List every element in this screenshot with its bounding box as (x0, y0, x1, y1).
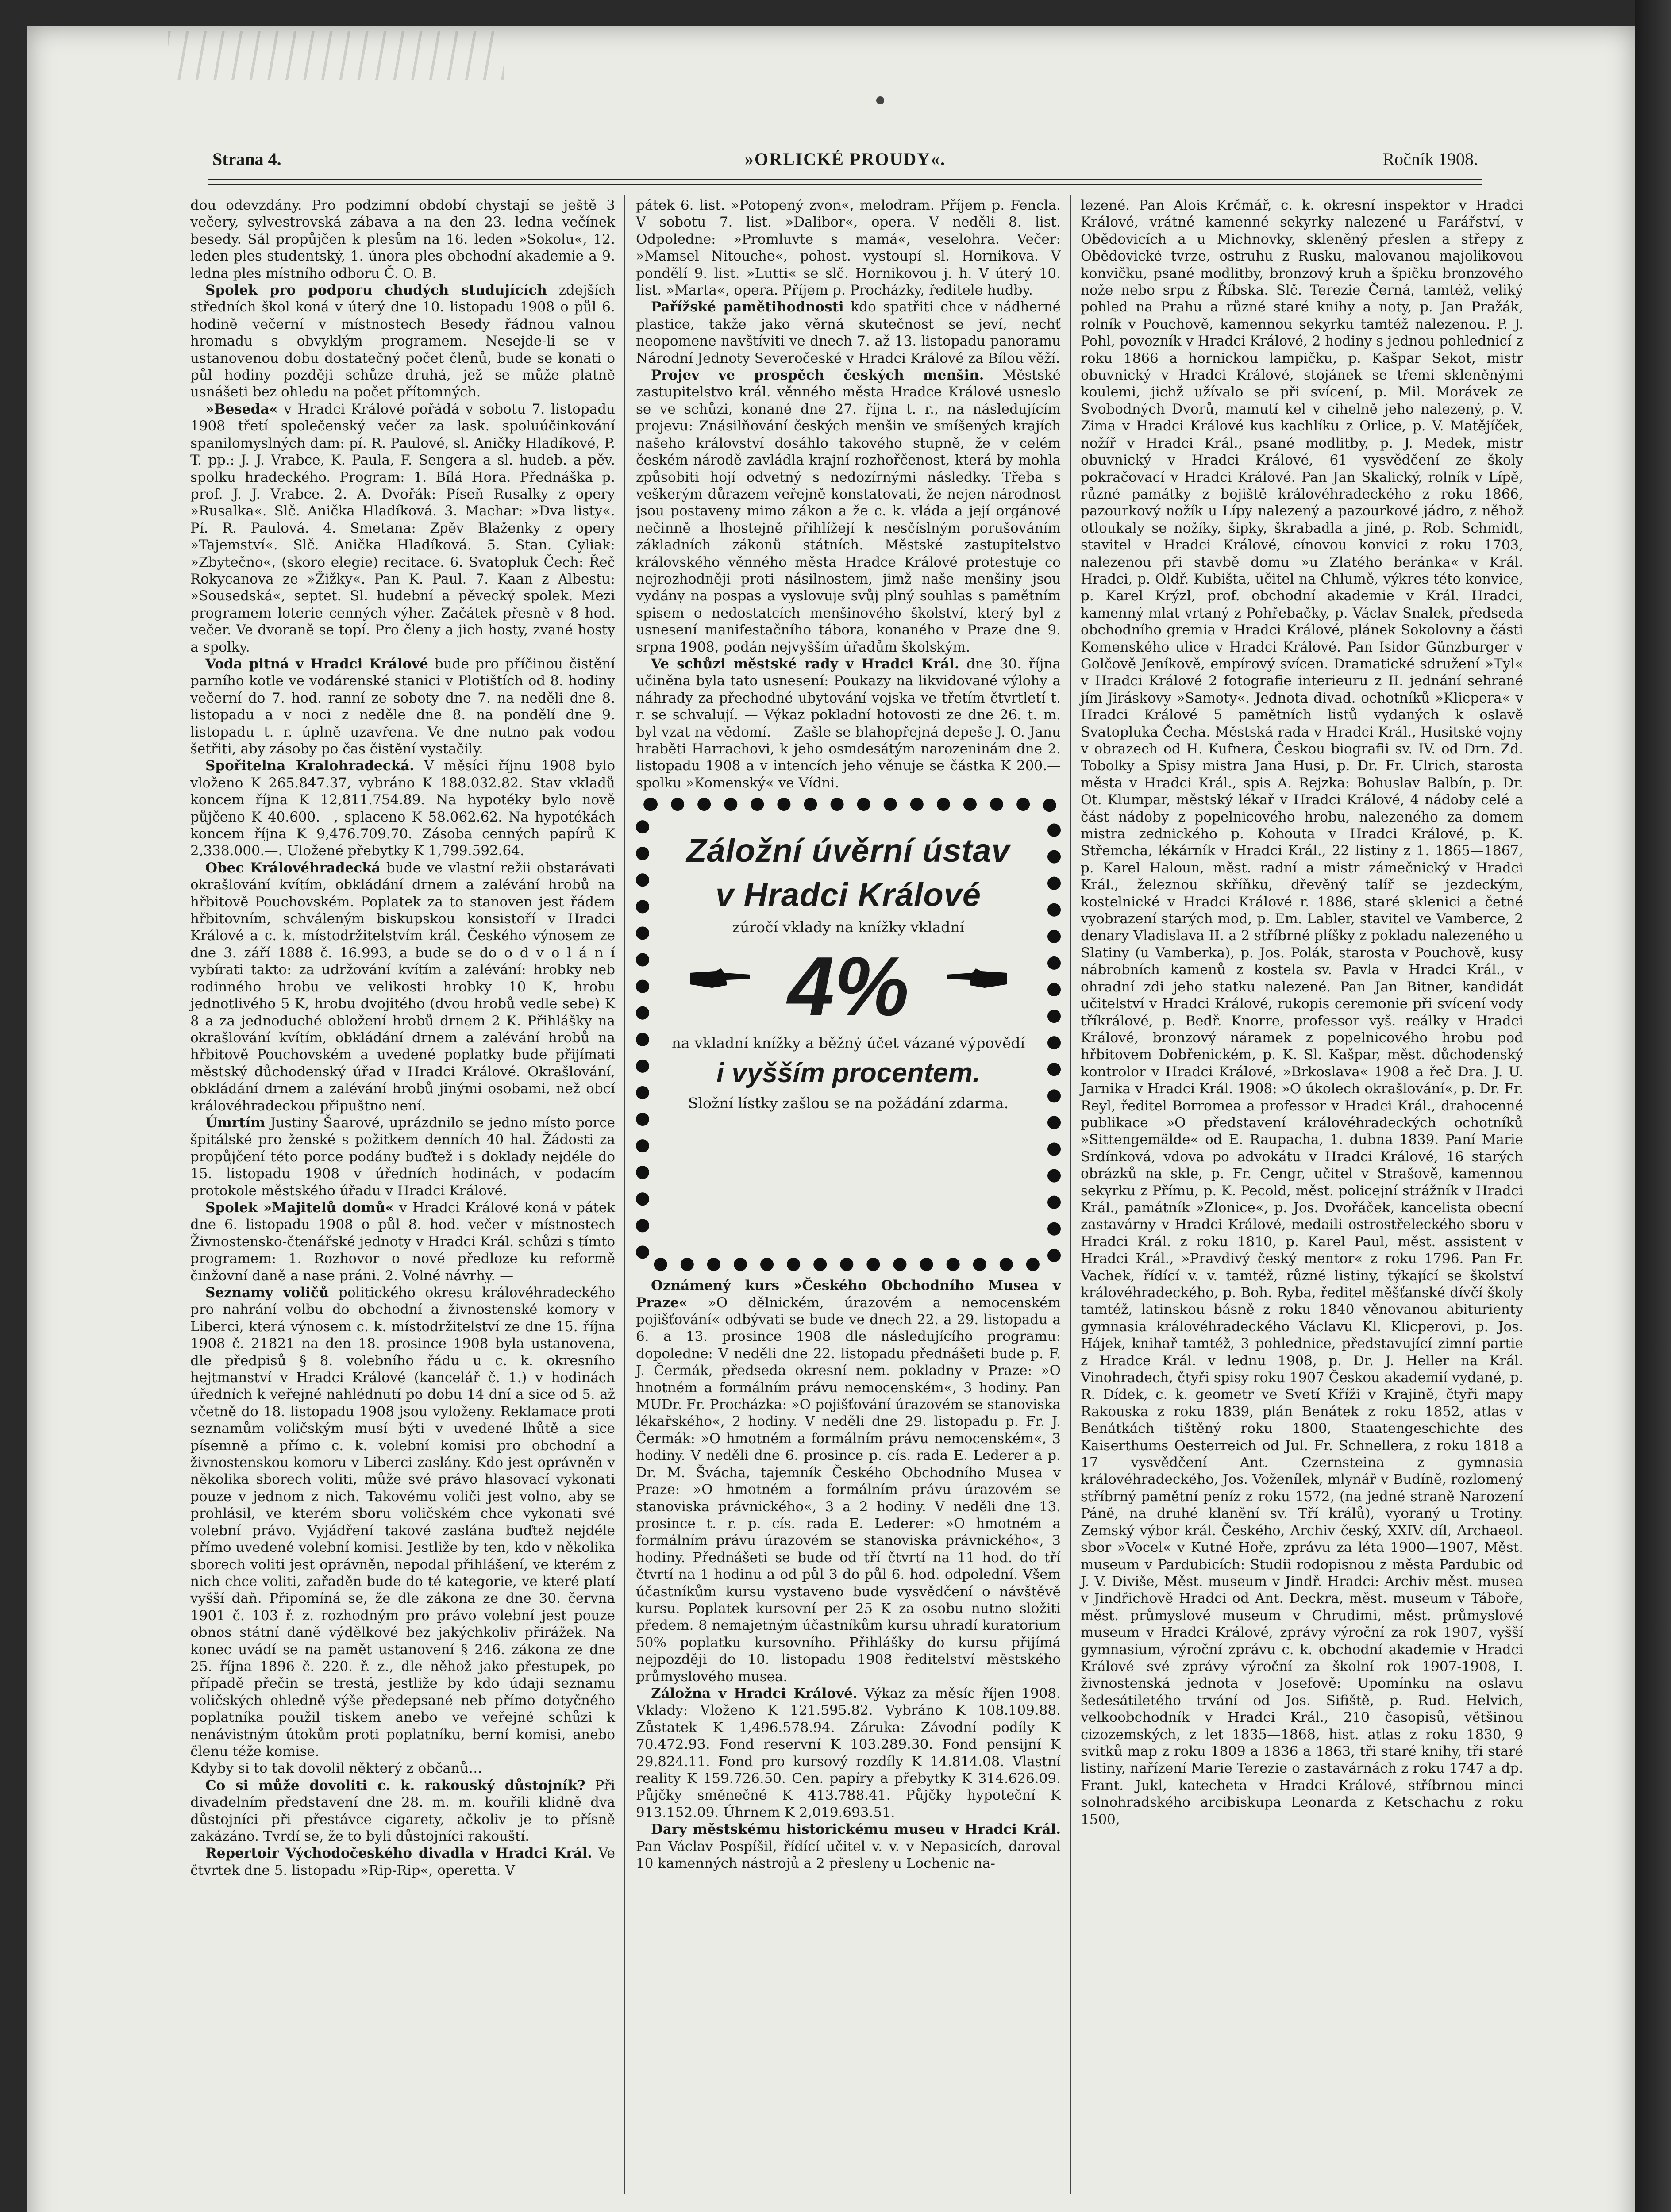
article-heading: Repertoir Východočeského divadla v Hradci Král. (205, 1845, 593, 1862)
article-text: pátek 6. list. »Potopený zvon«, melodram. Příjem p. Fencla. V sobotu 7. list. »Dalibor«, opera. V neděli 8. list. Odpoledne: »Promluvte s mamá«, veselohra. Večer: »Mamsel Nitouche«, pohost. vystoupí sl. Hornikova. V pondělí 9. list. »Lutti« se slč. Hornikovou j. h. V úterý 10. list. »Marta«, opera. Příjem p. Procházky, ředitele hudby. (636, 197, 1061, 299)
column-separator (624, 195, 625, 2194)
article-paragraph (190, 197, 615, 282)
article-text: Pan Václav Pospíšil, řídící učitel v. v. v Nepasicích, daroval 10 kamenných nástrojů a 2 přesleny u Lochenic na- (636, 1838, 1061, 1872)
scan-border (1635, 0, 1671, 2212)
ad-footer-line: Složní lístky zašlou se na požádání zdarma. (688, 1094, 1009, 1112)
header-rule (208, 179, 1482, 185)
article-paragraph (636, 1685, 1061, 1821)
column-3 (1081, 197, 1523, 1828)
article-heading: »Beseda« (205, 401, 278, 417)
article-paragraph (636, 299, 1061, 367)
article-paragraph (190, 1284, 615, 1760)
article-text: zdejších středních škol koná v úterý dne 10. listopadu 1908 o půl 6. hodině večerní v místnostech Besedy řádnou valnou hromadu s obvyklým programem. Nesejde-li se v ustanovenou dobu dostatečný počet členů, bude se konati o půl hodiny později schůze druhá, jež se může platně usnášeti bez ohledu na počet přítomných. (190, 282, 615, 400)
article-heading: Seznamy voličů (205, 1285, 329, 1301)
article-text: kdo spatřiti chce v nádherné plastice, takže jako věrná skutečnost se jeví, nechť neopomene navštíviti ve dnech 7. až 13. listopadu panoramu Národní Jednoty Severočeské v Hradci Králové za Bílou věží. (636, 299, 1061, 366)
ad-rate-row (649, 940, 1047, 1033)
newspaper-title: »ORLICKÉ PROUDY«. (744, 149, 946, 169)
ad-subtitle: v Hradci Králové (715, 876, 982, 914)
article-text: Kdyby si to tak dovolil některý z občanů… (190, 1760, 482, 1777)
column-1 (190, 197, 615, 1879)
article-paragraph (636, 656, 1061, 791)
article-paragraph (190, 1845, 615, 1879)
article-paragraph (636, 367, 1061, 656)
ad-interest-rate: 4% (787, 940, 909, 1034)
article-text: »O dělnickém, úrazovém a nemocenském pojišťování« odbývati se bude ve dnech 22. a 29. listopadu a 6. a 13. prosince 1908 dle následujícího programu: dopoledne: V neděli dne 22. listopadu přednášeti bude p. F. J. Čermák, předseda okresní nem. pokladny v Praze: »O hnotném a formálním právu nemocenském«, 3 hodiny. Pan MUDr. Fr. Procházka: »O pojišťování úrazovém se stanoviska lékařského«, 2 hodiny. V neděli dne 29. listopadu p. Fr. J. Čermák: »O hmotném a formálním právu nemocenském«, 3 hodiny. V neděli dne 6. prosince p. cís. rada E. Lederer a p. Dr. M. Švácha, tajemník Českého Obchodního Musea v Praze: »O hmotném a formálním právu úrazovém se stanoviska právnického«, 3 a 2 hodiny. V neděli dne 13. prosince t. r. p. cís. rada E. Lederer: »O hmotném a formálním právu úrazovém se stanoviska právnického«, 3 hodiny. Přednášeti se bude od tří čtvrtí na 11 hod. do tří čtvrtí na 1 hodinu a od půl 3 do půl 6. hod. odpolední. Všem účastníkům kursu vystaveno bude vysvědčení o návštěvě kursu. Poplatek kursovní per 25 K za osobu nutno složiti předem. 8 nemajetným účastníkům kursu uhradí kuratorium 50% poplatku kursovního. Přihlášky do kursu přijímá nejpozději do 10. listopadu 1908 ředitelství městského průmyslového musea. (636, 1294, 1061, 1685)
article-heading: Spořitelna Kralohradecká. (205, 758, 414, 774)
article-text: v Hradci Králové koná v pátek dne 6. listopadu 1908 o půl 8. hod. večer v místnostech Živnostensko-čtenářské jednoty v Hradci Král. schůzi s tímto programem: 1. Rozhovor o nové předloze ku reformě činžovní daně a nase práni. 2. Volné návrhy. — (190, 1199, 615, 1284)
article-heading: Spolek pro podporu chudých studujících (205, 282, 547, 299)
bank-advertisement (636, 798, 1061, 1271)
article-text: Městské zastupitelstvo král. věnného města Hradce Králové usneslo se ve schůzi, konané dne 27. října t. r., na následujícím projevu: Znásilňování českých menšin ve smíšených krajích našeho království dosáhlo takového stupně, že v celém českém národě zavládla krajní rozhořčenost, která by mohla způsobiti hojí odvetný s nedozírnými následky. Třeba s veškerým důrazem veřejně konstatovati, že nejen národnost jsou postaveny mimo zákon a že c. k. vláda a její orgánové nečinně a lhostejně přihlížejí k nesčíslným porušováním základních zákonů státních. Městské zastupitelstvo královského věnného města Hradce Králové protestuje co nejrozhodněji proti násilnostem, jimž naše menšiny jsou vydány na pospas a vyslovuje svůj plný souhlas s pamětním spisem o nedostatcích menšinového školství, který byl z usnesení manifestačního tábora, konaného v Praze dne 9. srpna 1908, podán nejvyšším úřadům školským. (636, 367, 1061, 655)
column-2 (636, 197, 1061, 1872)
article-text: politického okresu královéhradeckého pro nahrání volbu do obchodní a živnostenské komory v Liberci, která výnosem c. k. místodržitelství ze dne 15. října 1908 č. 21821 na den 18. prosince 1908 byla ustanovena, dle předpisů § 8. volebního řádu u c. k. okresního hejtmanství v Hradci Králové (kancelář č. 1.) v hodinách úředních k veřejné nahlédnutí po dobu 14 dní a sice od 5. až včetně do 18. listopadu 1908 jsou vyloženy. Reklamace proti seznamům voličským musí býti v uvedené lhůtě a sice písemně a přímo c. k. volební komisi pro obchodní a živnostenskou komoru v Liberci zaslány. Kdo jest oprávněn v několika sborech voliti, může své právo hlasovací vykonati pouze v jednom z nich. Takovému voliči jest volno, aby se prohlásil, ve kterém sboru voličském chce vykonati své volební právo. Vyjádření takové zaslána buďtež nejdéle přímo uvedené volební komisi. Jestliže by ten, kdo v několika sborech voliti jest oprávněn, nepodal přihlášení, ve kterém z nich chce voliti, zařaděn bude do té kategorie, ve které platí vyšší daň. Připomíná se, že dle zákona ze dne 30. června 1901 č. 103 ř. z. rozhodným pro právo volební jest pouze obnos státní daně výdělkové bez jakýchkoliv přirážek. Na konec uvádí se na pamět ustanovení § 246. zákona ze dne 25. října 1896 č. 220. ř. z., dle něhož jako přestupek, po případě přečin se trestá, jestliže by kdo údaji seznamu voličských ohledně výše předepsané neb přímo dotyčného poplatníka použil tiskem anebo ve veřejné schůzi k nenávistným útokům proti poplatníku, berní komisi, anebo členu téže komise. (190, 1285, 616, 1759)
column-2-bottom-articles (636, 1277, 1061, 1872)
article-text: V měsíci říjnu 1908 bylo vloženo K 265.847.37, vybráno K 188.032.82. Stav vkladů koncem října K 12,811.754.89. Na hypotéky bylo nově půjčeno K 40.600.—, splaceno K 58.062.62. Na hypotékách koncem října K 9,476.709.70. Zásoba cenných papírů K 2,338.000.—. Uložené přebytky K 1,799.592.64. (190, 758, 615, 859)
article-paragraph (636, 197, 1061, 299)
article-text: v Hradci Králové pořádá v sobotu 7. listopadu 1908 třetí společenský večer za lask. spoluúčinkování spanilomyslných dam: pí. R. Paulové, sl. Aničky Hladíkové, P. T. pp.: J. J. Vrabce, K. Paula, F. Sengera a sl. hudeb. a pěv. spolku hradeckého. Program: 1. Bílá Hora. Přednáška p. prof. J. J. Vrabce. 2. A. Dvořák: Píseň Rusalky z opery »Rusalka«. Slč. Anička Hladíková. 3. Machar: »Dva listy«. Pí. R. Paulová. 4. Smetana: Zpěv Blaženky z opery »Tajemství«. Slč. Anička Hladíková. 5. Stan. Cyliak: »Zbytečno«, (skoro elegie) recitace. 6. Svatopluk Čech: Řeč Rokycanova ze »Žižky«. Pan K. Paul. 7. Kaan z Albestu: »Sousedská«, septet. Sl. hudební a pěvecký spolek. Mezi programem loterie cenných výher. Začátek přesně v 8 hod. večer. Ve dvoraně se topí. Pro členy a jich hosty, zvané hosty a spolky. (190, 401, 615, 655)
article-text: Justiny Šaarové, uprázdnilo se jedno místo porce špitálské pro ženské s požitkem denních 40 hal. Žádosti za propůjčení této porce podány buďtež i s doklady nejdéle do 15. listopadu 1908 v úředních hodinách, v podacím protokole městského úřadu v Hradci Králové. (190, 1114, 615, 1199)
ad-account-line: na vkladní knížky a běžný účet vázané výpovědí (671, 1034, 1025, 1052)
article-heading: Projev ve prospěch českých menšin. (651, 367, 984, 384)
article-text: Výkaz za měsíc říjen 1908. Vklady: Vloženo K 121.595.82. Vybráno K 108.109.88. Zůstatek K 1,496.578.94. Záruka: Závodní podíly K 70.472.93. Fond reservní K 103.289.30. Fond pensijní K 29.824.11. Fond pro kursový rozdíly K 14.814.08. Vlastní reality K 159.726.50. Cen. papíry a přebytky K 314.626.09. Půjčky směnečné K 413.788.41. Půjčky hypoteční K 913.152.09. Úhrnem K 2,019.693.51. (636, 1685, 1061, 1820)
page-smudge (168, 31, 504, 80)
article-heading: Co si může dovoliti c. k. rakouský důstojník? (205, 1777, 585, 1793)
article-text: bude pro příčinou čistění parního kotle ve vodárenské stanici v Plotištích od 8. hodiny večerní do 7. hod. ranní ze soboty dne 7. na neděli dne 8. listopadu a v noci z neděle dne 8. na pondělí dne 9. listopadu t. r. úplně uzavřena. Ve dne nutno pak vodou šetřiti, aby zásoby po čas čistění vystačily. (190, 656, 615, 757)
article-paragraph (190, 656, 615, 757)
article-text: lezené. Pan Alois Krčmář, c. k. okresní inspektor v Hradci Králové, vrátné kamenné sekyrky nalezené u Farářství, v Obědovicích a u Michnovky, skleněný přeslen a střepy z Obědovické tvrze, ostruhu z Rusku, malovanou majolikovou konvičku, psané modlitby, bronzový kruh a špičku bronzového nože nebo srpu z Říbska. Slč. Terezie Černá, tamtéž, veliký pohled na Prahu a různé staré knihy a noty, p. Jan Pražák, rolník v Pouchově, kamennou sekyrku tamtéž nalezenou. P. J. Pohl, povozník v Hradci Králové, 2 hodiny s jednou pohlednicí z roku 1866 a hornickou lampičku, p. Kašpar Sekot, mistr obuvnický v Hradci Králové, stojánek se třemi skleněnými koulemi, jichž užívalo se při svícení, p. Mil. Morávek ze Svobodných Dvorů, mamutí kel v cihelně jeho nalezený, p. V. Zima v Hradci Králové kus kachlíku z Orlice, p. V. Matějíček, nožíř v Hradci Král., psané modlitby, p. J. Medek, mistr obuvnický v Hradci Králové, 61 vysvědčení ze školy pokračovací v Hradci Králové. Pan Jan Skalický, rolník v Lípě, různé památky z bojiště královéhradeckého z roku 1866, pazourkový nožík u Lípy nalezený a pazourkové jádro, z něhož otloukaly se nožíky, šipky, škrabadla a jiné, p. Rob. Schmidt, stavitel v Hradci Králové, cínovou konvici z roku 1703, nalezenou při stavbě domu »u Zlatého beránka« v Král. Hradci, p. Oldř. Kubišta, učitel na Chlumě, výkres této konvice, p. Karel Krýzl, prof. obchodní akademie v Král. Hradci, kamenný mlat vrtaný z Pohřebačky, p. Václav Snalek, předseda obchodního gremia v Hradci Králové, plánek Sokolovny a části Komenského ulice v Hradci Králové. Pan Isidor Günzburger v Golčově Jeníkově, empírový svícen. Dramatické sdružení »Tyl« v Hradci Králové 2 fotografie interieuru z II. jednání sehrané jím Jiráskovy »Samoty«. Jednota divad. ochotníků »Klicpera« v Hradci Králové 5 pamětních listů vydaných k oslavě Svatopluka Čecha. Městská rada v Hradci Král., Husitské vojny v obrazech od H. Kufnera, Českou biografii sv. IV. od Drn. Zd. Tobolky a Spisy mistra Jana Husi, p. Dr. Fr. Ulrich, starosta města v Hradci Král., spis A. Rejzka: Bohuslav Balbín, p. Dr. Ot. Klumpar, městský lékař v Hradci Králové, 4 nádoby celé a část nádoby z popelnicového hrobu, nalezeného za domem mistra zednického p. Kohouta v Hradci Králové, p. K. Střemcha, lékárník v Hradci Král., 22 listiny z 1. 1865—1867, p. Karel Haloun, měst. radní a mistr zámečnický v Hradci Král., železnou skříňku, dřevěný talíř se jezdeckým, kostelnické v Hradci Králové r. 1886, staré sklenici a četné vyobrazení starých mod, p. Em. Labler, stavitel ve Vamberce, 2 denary Vladislava II. a 2 stříbrné plíšky z pokladu nalezeného u Slatiny (u Vamberka), p. Jos. Polák, starosta v Pouchově, kusy nábrobních kamenů z kostela sv. Pavla v Hradci Král., v ohradní zdi jeho statku nalezené. Pan Jan Bitner, kandidát učitelství v Hradci Králové, rukopis ceremonie při svícení vody tříkrálové, p. Bedř. Knorre, professor vyš. reálky v Hradci Králové, bronzový náramek z popelnicového hrobu pod hřbitovem Dobřenickém, p. K. Sl. Kašpar, měst. důchodenský kontrolor v Hradci Králové, »Brkoslava« 1908 a řeč Dra. J. U. Jarnika v Hradci Král. 1908: »O úkolech okrašlování«, p. Dr. Fr. Reyl, ředitel Borromea a professor v Hradci Král., drahocenné publikace »O představení královéhradeckých ochotníků »Sittengemälde« od E. Raupacha, 1. dubna 1839. Paní Marie Srdínková, vdova po advokátu v Hradci Králové, 16 starých obrázků na skle, p. Fr. Cengr, učitel v Strašově, kamennou sekyrku z Přímu, p. K. Pecold, měst. policejní strážník v Hradci Král., památník »Zlonice«, p. Jos. Dvořáček, kancelista obecní zastavárny v Hradci Králové, medaili ostrostřeleckého sboru v Hradci Král. z roku 1810, p. Karel Paul, měst. assistent v Hradci Král., »Pravdivý český mentor« z roku 1796. Pan Fr. Vachek, řídící v. v. tamtéž, různé listiny, týkající se školství královéhradeckého, p. Boh. Ryba, ředitel měšťanské dívčí školy tamtéž, latinskou básně z roku 1840 věnovanou abiturienty gymnasia královéhradeckého Václavu Kl. Klicperovi, p. Jos. Hájek, knihař tamtéž, 3 pohlednice, představující zimní partie z Hradce Král. v lednu 1908, p. Dr. J. Heller na Král. Vinohradech, čtyři spisy roku 1907 Českou akademií vydané, p. R. Dídek, c. k. geometr ve Svetí Kříži v Krajině, čtyři mapy Rakouska z roku 1839, plán Benátek z roku 1852, atlas v Benátkách tištěný roku 1800, Staatengeschichte des Kaiserthums Oesterreich od Jul. Fr. Schnellera, z roku 1818 a 17 vysvědčení Ant. Czernsteina z gymnasia královéhradeckého, Jos. Voženílek, mlynář v Budíně, rozlomený stříbrný pamětní peníz z roku 1572, (na jedné straně Narození Páně, na druhé klanění sv. Tří králů), vyoraný u Trotiny. Zemský výbor král. Českého, Archiv český, XXIV. díl, Archaeol. sbor »Vocel« v Kutné Hoře, zprávu za léta 1900—1907, Měst. museum v Pardubicích: Studii rodopisnou z města Pardubic od J. V. Diviše, Měst. museum v Jindř. Hradci: Archiv měst. musea v Jindřichově Hradci od Ant. Deckra, měst. museum v Táboře, měst. průmyslové museum v Chrudimi, měst. průmyslové museum v Hradci Králové, zprávy výroční za rok 1907, vyšší gymnasium, výroční zprávu c. k. obchodní akademie v Hradci Králové své zprávy výroční za školní rok 1907-1908, I. živnostenská jednota v Josefově: Upomínku na oslavu šedesátiletého trvání od Jos. Sifiště, p. Rud. Helvich, velkoobchodník v Hradci Král., 210 časopisů, většinou cizozemských, z let 1835—1868, hist. atlas z roku 1830, 9 svitků map z roku 1809 a 1836 a 1863, tři staré knihy, tři staré listiny, nařízení Marie Terezie o zastavárnách z roku 1747 a dp. Frant. Jukl, katecheta v Hradci Králové, stříbrnou minci solnohradského arcibiskupa Leonarda z Ketschachu z roku 1500, (1081, 197, 1523, 1828)
article-paragraph (190, 401, 615, 656)
article-paragraph (636, 1277, 1061, 1685)
page-header (212, 146, 1478, 177)
page-number: Strana 4. (212, 149, 281, 169)
ink-dot (876, 96, 884, 104)
article-paragraph (190, 757, 615, 859)
article-heading: Úmrtím (205, 1114, 266, 1131)
article-paragraph (636, 1821, 1061, 1872)
article-text: bude ve vlastní režii obstarávati okrašlování kvítím, obkládání drnem a zalévání hrobů na hřbitově Pouchovském. Poplatek za to stanoven jest řádem hřbitovním, schváleným biskupskou konsistoří v Hradci Králové a c. k. místodržitelstvím král. Českého výnosem ze dne 3. září 1888 č. 16.993, a bude se do o d v o l á n í vybírati takto: za udržování kvítím a zalévání: hrobky neb rodinného hrobu ve velikosti hrobky 10 K, hrobu jednotlivého 5 K, hrobu dvojitého (dvou hrobů vedle sebe) K 8 a za jednoduché obložení hrobů drnem 2 K. Přihlášky na okrašlování kvítím, obkládání drnem a zalévání hrobů na hřbitově Pouchovském a uvedené poplatky bude přijímati městský důchodenský úřad v Hradci Králové. Okrašlování, obkládání drnem a zalévání hrobů jinými osobami, než obcí královéhradeckou připuštno není. (190, 860, 615, 1114)
ad-title: Záložní úvěrní ústav (686, 832, 1010, 869)
ad-deposit-line: zúročí vklady na knížky vkladní (732, 918, 965, 936)
volume-number: Ročník 1908. (1382, 149, 1478, 169)
article-heading: Voda pitná v Hradci Králové (205, 656, 428, 672)
article-paragraph (1081, 197, 1523, 1828)
article-paragraph (190, 1114, 615, 1199)
ad-higher-rate: i vyšším procentem. (716, 1058, 981, 1089)
article-heading: Oznámený kurs »Českého Obchodního Musea v Praze« (636, 1278, 1061, 1311)
article-paragraph (190, 1777, 615, 1845)
article-paragraph (190, 282, 615, 401)
article-heading: Dary městskému historickému museu v Hradci Král. (651, 1821, 1061, 1838)
article-text: Ve čtvrtek dne 5. listopadu »Rip-Rip«, operetta. V (190, 1845, 615, 1878)
column-2-top-articles (636, 197, 1061, 791)
article-heading: Obec Královéhradecká (205, 860, 381, 876)
article-heading: Pařížské pamětihodnosti (651, 299, 844, 315)
article-heading: Záložna v Hradci Králové. (651, 1685, 858, 1701)
article-text: dou odevzdány. Pro podzimní období chystají se ještě 3 večery, sylvestrovská zábava a na den 23. ledna večínek besedy. Sál propůjčen k plesům na 16. leden »Sokolu«, 12. leden ples studentský, 1. února ples obchodní akademie a 9. ledna ples místního odboru Č. O. B. (190, 197, 615, 281)
article-heading: Spolek »Majitelů domů« (205, 1199, 394, 1216)
article-paragraph (190, 1199, 615, 1284)
article-text: Při divadelním představení dne 28. m. m. kouřili klidně dva důstojníci při přestávce cigarety, ačkoliv je to přísně zakázáno. Tvrdí se, že to byli důstojníci rakouští. (190, 1777, 615, 1844)
article-text: dne 30. října učiněna byla tato usnesení: Poukazy na likvidované výlohy a náhrady za přechodné ubytování vojska ve třetím čtvrtletí t. r. se schvalují. — Výkaz pokladní hotovosti ze dne 26. t. m. byl vzat na vědomí. — Zašle se blahopřejná depeše J. O. Janu hraběti Harrachovi, k jeho osmdesátým narozeninám dne 2. listopadu 1908 a v intencích jeho věnuje se částka K 200.— spolku »Komenský« ve Vídni. (636, 656, 1061, 791)
article-heading: Ve schůzi městské rady v Hradci Král. (651, 656, 959, 672)
article-paragraph (190, 860, 615, 1114)
article-paragraph (190, 1760, 615, 1777)
column-separator (1070, 195, 1071, 2194)
pointing-hand-left-icon (946, 967, 1008, 990)
